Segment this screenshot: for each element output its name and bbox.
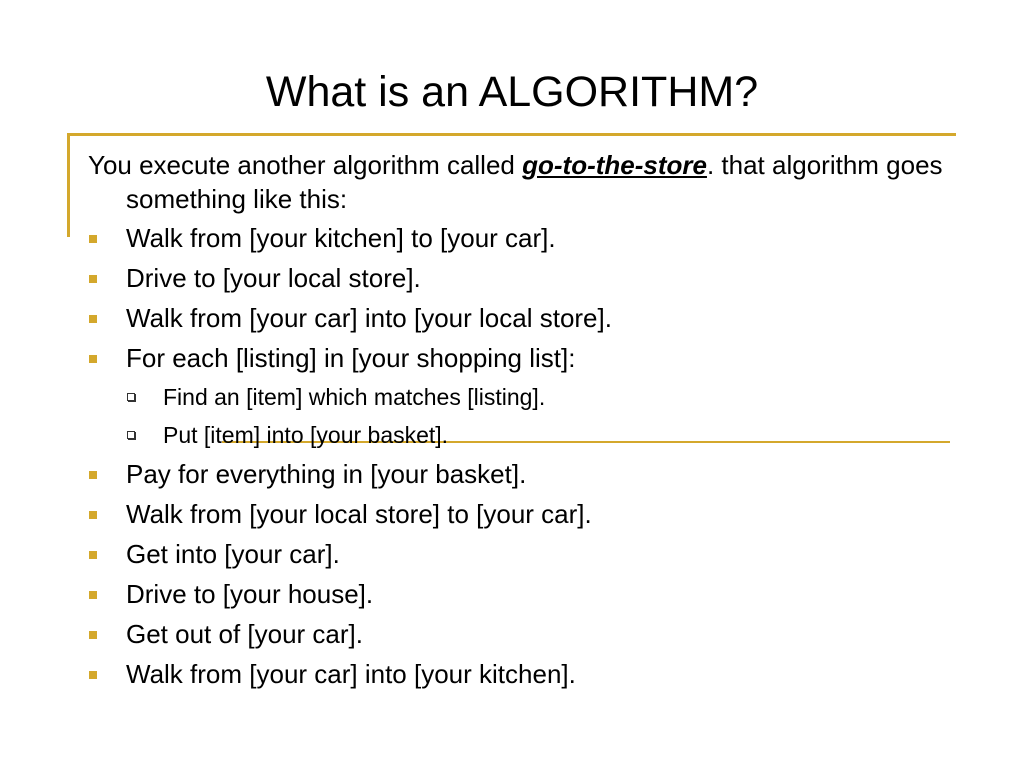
list-item-text: Drive to [your house].	[126, 579, 374, 609]
list-item-text: Walk from [your kitchen] to [your car].	[126, 223, 556, 253]
algorithm-steps-list	[88, 222, 968, 698]
square-bullet-icon	[89, 631, 97, 639]
square-bullet-icon	[89, 275, 97, 283]
slide-title: What is an ALGORITHM?	[265, 68, 759, 116]
list-item	[88, 222, 968, 262]
list-item	[88, 262, 968, 302]
square-bullet-icon	[89, 551, 97, 559]
slide-body	[88, 148, 968, 698]
square-bullet-icon	[89, 591, 97, 599]
square-bullet-icon	[89, 671, 97, 679]
square-bullet-icon	[89, 355, 97, 363]
hollow-square-bullet-icon	[127, 393, 135, 401]
list-item-text: Pay for everything in [your basket].	[126, 459, 527, 489]
square-bullet-icon	[89, 315, 97, 323]
list-item	[88, 458, 968, 498]
list-item	[88, 498, 968, 538]
hollow-square-bullet-icon	[127, 431, 135, 439]
list-item-text: Walk from [your car] into [your kitchen].	[126, 659, 576, 689]
accent-line-top	[67, 133, 956, 136]
intro-paragraph	[88, 148, 968, 216]
list-item	[88, 578, 968, 618]
list-item-text: Drive to [your local store].	[126, 263, 421, 293]
sub-list-item-text: Find an [item] which matches [listing].	[163, 384, 546, 410]
list-item	[88, 302, 968, 342]
intro-prefix: You execute another algorithm called	[88, 150, 523, 180]
sub-list-item-text: Put [item] into [your basket].	[163, 422, 449, 448]
go-to-the-store-term: go-to-the-store	[522, 150, 707, 180]
list-item-text: Walk from [your local store] to [your car].	[126, 499, 592, 529]
list-item-text: Get out of [your car].	[126, 619, 363, 649]
list-item-text: For each [listing] in [your shopping list]:	[126, 343, 576, 373]
list-item	[88, 658, 968, 698]
square-bullet-icon	[89, 471, 97, 479]
square-bullet-icon	[89, 511, 97, 519]
list-item	[88, 342, 968, 382]
list-item-text: Get into [your car].	[126, 539, 340, 569]
list-item-text: Walk from [your car] into [your local store].	[126, 303, 612, 333]
list-item	[88, 538, 968, 578]
square-bullet-icon	[89, 235, 97, 243]
list-item	[88, 618, 968, 658]
sub-list-item	[88, 382, 968, 420]
intro-suffix: . that algorithm goes something like this:	[126, 150, 943, 214]
sub-list-item	[88, 420, 968, 458]
accent-line-left	[67, 133, 70, 237]
